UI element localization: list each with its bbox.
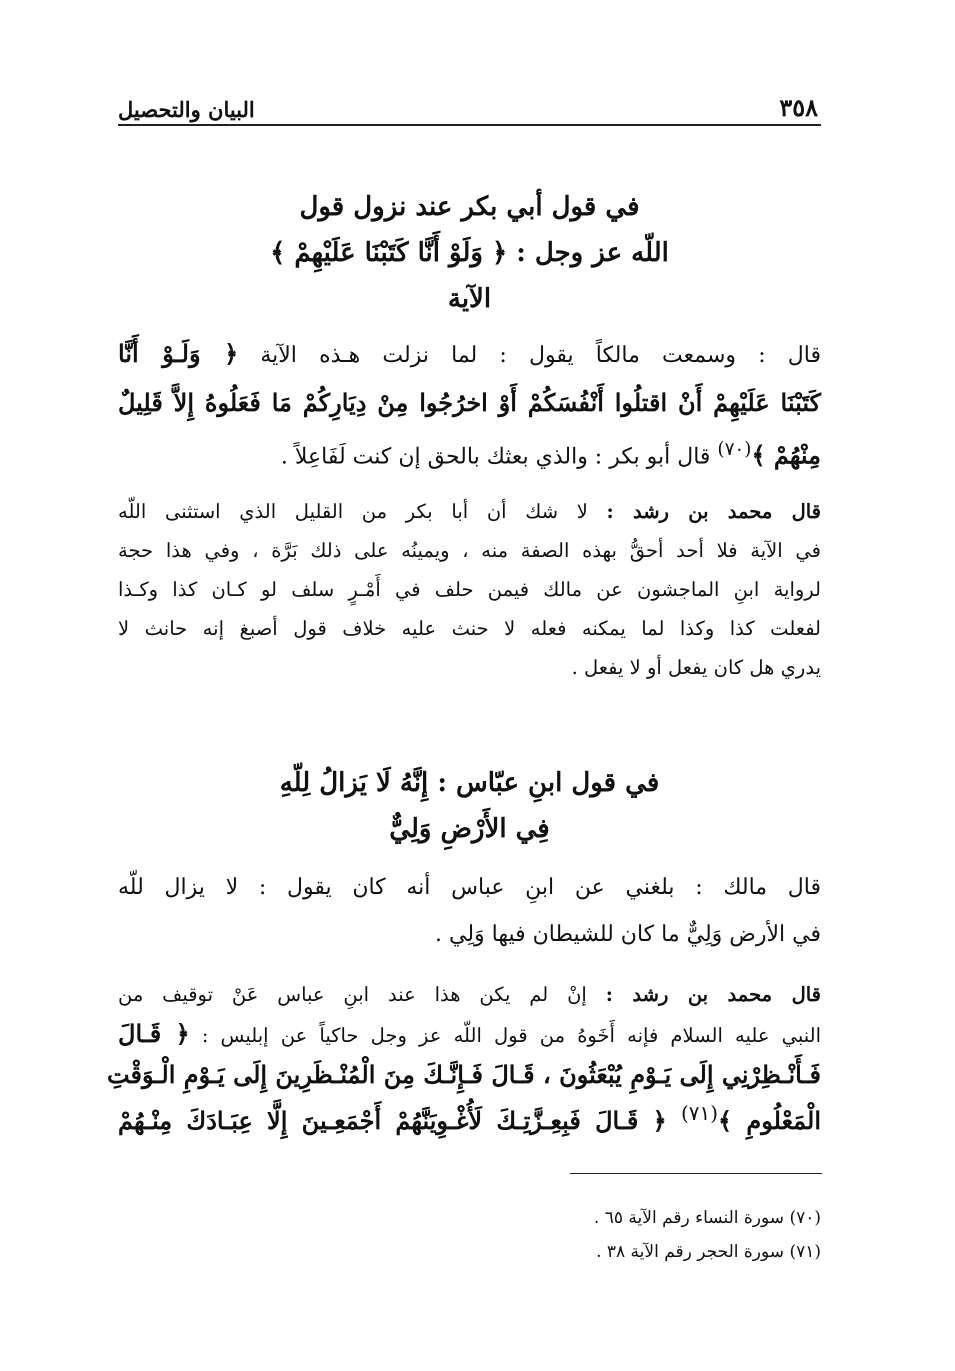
footnote-71: (٧١) سورة الحجر رقم الآية ٣٨ .: [596, 1242, 821, 1262]
quran-verse: الْمَعْلُومِ ﴾: [718, 1106, 822, 1135]
running-title: البيان والتحصيل: [118, 97, 255, 122]
quran-verse-line: فَـأَنْـظِرْنِي إِلَى يَـوْمِ يُبْعَثُونَ ، قَـالَ فَـإِنَّـكَ مِنَ الْمُنْـظَرِينَ إِلَى يَـوْمِ الْـوَقْتِ: [106, 1060, 821, 1089]
quran-verse-line: كَتَبْنَا عَلَيْهِمْ أَنْ اقتلُوا أَنْفُسَكُمْ أَوْ اخرُجُوا مِنْ دِيَارِكُمْ مَا فَعَلُوهُ إِلاَّ قَلِيلٌ: [118, 388, 821, 417]
page-header: [118, 86, 818, 122]
quran-verse: ﴿ وَلَـوْ أَنَّا: [118, 339, 239, 368]
text-segment: لا شك أن أبا بكر من القليل الذي استثنى اللّه: [118, 500, 588, 523]
text-line: في الأرض وَلِيٌّ ما كان للشيطان فيها وَلِي .: [435, 922, 821, 947]
footnote-ref: (٧١): [680, 1101, 719, 1125]
heading-line: في قول ابنِ عبّاس : إِنَّهُ لَا يَزالُ لِلّهِ: [279, 768, 660, 798]
text-line: [118, 330, 821, 379]
text-line: لرواية ابنِ الماجشون عن مالك فيمن حلف في أَمْـرٍ سلف لو كـان كذا وكـذا: [118, 578, 821, 601]
quran-verse: ﴿ قَـالَ فَبِعِـزَّتِـكَ لَأُغْـوِيَنَّهُمْ أَجْمَعِـينَ إِلَّا عِبَـادَكَ مِنْـهُمْ: [118, 1106, 667, 1135]
quran-verse: مِنْهُمْ ﴾: [751, 440, 821, 470]
paragraph-ibn-rushd-commentary: [118, 492, 821, 687]
quran-verse: ﴿ قَـالَ: [118, 1019, 190, 1048]
text-line: [118, 1014, 821, 1055]
section-heading-ibn-abbas: [118, 760, 821, 852]
heading-line: الآية: [447, 284, 492, 314]
paragraph-malik-report: [118, 864, 821, 958]
paragraph-malik-quote: [118, 330, 821, 480]
paragraph-ibn-rushd-commentary-2: [106, 975, 822, 1140]
heading-line: في قول أبي بكر عند نزول قول: [299, 192, 640, 222]
speaker-label: قال محمد بن رشد :: [605, 983, 821, 1006]
text-line: [118, 426, 821, 480]
text-segment: إنْ لم يكن هذا عند ابنِ عباس عَنْ توقيف من: [118, 983, 587, 1006]
text-line: [118, 1094, 821, 1140]
footnote-separator: [570, 1173, 822, 1174]
text-line: [118, 492, 821, 531]
text-line: يدري هل كان يفعل أو لا يفعل .: [571, 656, 821, 679]
text-line: قال مالك : بلغني عن ابنِ عباس أنه كان يقول : لا يزال للّه: [118, 875, 821, 900]
page-number: ٣٥٨: [779, 93, 818, 122]
text-segment: قال : وسمعت مالكاً يقول : لما نزلت هـذه الآية: [260, 343, 821, 368]
speaker-label: قال محمد بن رشد :: [606, 500, 821, 523]
footnote-70: (٧٠) سورة النساء رقم الآية ٦٥ .: [593, 1208, 821, 1228]
text-line: لفعلت كذا وكذا لما يمكنه فعله لا حنث عليه خلاف قول أصبغ إنه حانث لا: [118, 617, 821, 640]
text-line: في الآية فلا أحد أحقُّ بهذه الصفة منه ، ويمينُه على ذلك بَرَّة ، وفي هذا حجة: [118, 539, 821, 562]
text-segment: النبي عليه السلام فإنه أَخَوهُ من قول اللّه عز وجل حاكياً عن إبليس :: [201, 1024, 822, 1047]
header-rule: [118, 124, 821, 126]
section-heading-abu-bakr: [118, 184, 821, 322]
text-segment: قال أبو بكر : والذي بعثك بالحق إن كنت لَفَاعِلاً .: [280, 444, 711, 470]
heading-line: اللّه عز وجل : ﴿ وَلَوْ أَنَّا كَتَبْنَا عَلَيْهِمْ ﴾: [270, 238, 669, 268]
heading-line: فِي الأَرْضِ وَلِيٌّ: [389, 814, 550, 844]
footnote-ref: (٧٠): [717, 439, 752, 460]
text-line: [118, 975, 821, 1014]
